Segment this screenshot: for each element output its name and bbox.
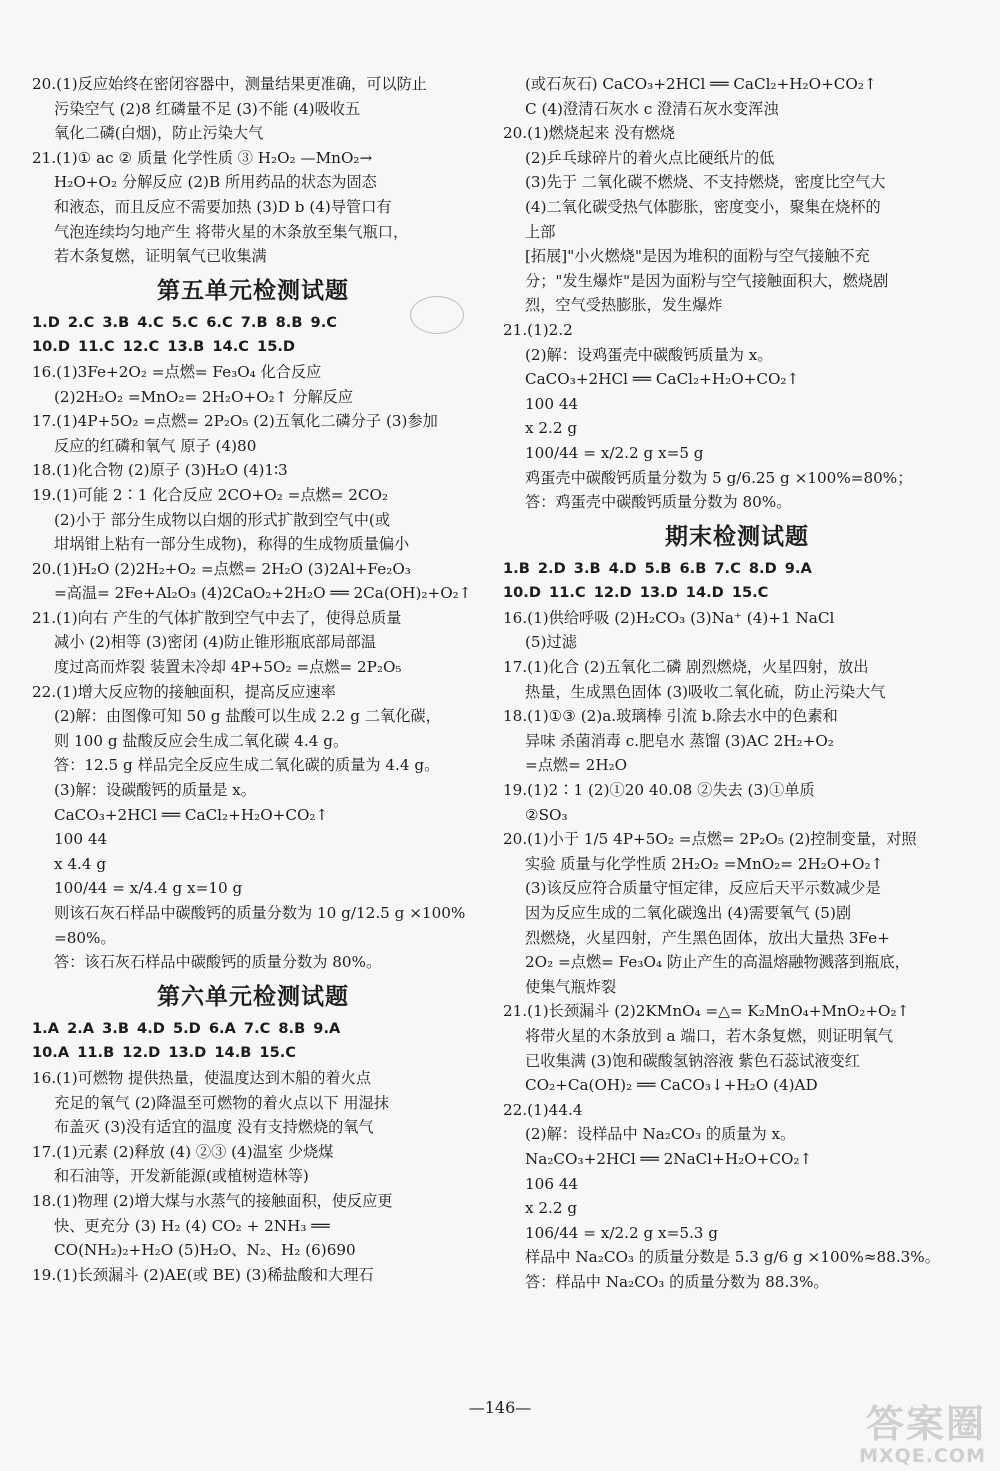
answer-line: 反应的红磷和氧气 原子 (4)80 — [54, 436, 257, 455]
answer-line: (或石灰石) CaCO₃+2HCl ══ CaCl₂+H₂O+CO₂↑ — [525, 75, 877, 93]
answer-line: 21.(1)① ac ② 质量 化学性质 ③ H₂O₂ —MnO₂→ — [32, 148, 373, 167]
answer-line: (3)解：设碳酸钙的质量是 x。 — [54, 781, 256, 800]
answer-line: 106/44 = x/2.2 g x=5.3 g — [525, 1223, 719, 1242]
answer-line: CO₂+Ca(OH)₂ ══ CaCO₃↓+H₂O (4)AD — [525, 1076, 818, 1095]
answer-line: x 2.2 g — [525, 419, 578, 438]
answer-line: C (4)澄清石灰水 c 澄清石灰水变浑浊 — [525, 99, 779, 118]
answer-line: (4)二氧化碳受热气体膨胀，密度变小，聚集在烧杯的 — [525, 197, 881, 216]
answer-line: 布盖灭 (3)没有适宜的温度 没有支持燃烧的氧气 — [54, 1118, 374, 1137]
answer-line: 鸡蛋壳中碳酸钙质量分数为 5 g/6.25 g ×100%=80%； — [525, 468, 913, 487]
answer-line: 19.(1)2∶1 (2)①20 40.08 ②失去 (3)①单质 — [503, 781, 815, 800]
answer-line: 分；"发生爆炸"是因为面粉与空气接触面积大，燃烧剧 — [525, 271, 889, 290]
answer-line: 19.(1)长颈漏斗 (2)AE(或 BE) (3)稀盐酸和大理石 — [32, 1265, 374, 1284]
answer-line: 106 44 — [525, 1174, 579, 1193]
choice-answers-row: 10.A 11.B 12.D 13.D 14.B 15.C — [32, 1044, 296, 1062]
section-heading: 第五单元检测试题 — [157, 277, 349, 304]
answer-line: 20.(1)H₂O (2)2H₂+O₂ =点燃= 2H₂O (3)2Al+Fe₂O₃ — [32, 559, 411, 578]
answer-line: 样品中 Na₂CO₃ 的质量分数是 5.3 g/6 g ×100%≈88.3%。 — [525, 1248, 940, 1267]
answer-line: 充足的氧气 (2)降温至可燃物的着火点以下 用湿抹 — [54, 1093, 389, 1112]
answer-line: 100 44 — [525, 394, 579, 413]
left-column — [32, 72, 474, 1287]
choice-answers-row: 10.D 11.C 12.C 13.B 14.C 15.D — [32, 338, 296, 356]
answer-line: (2)解：设鸡蛋壳中碳酸钙质量为 x。 — [525, 345, 773, 364]
answer-line: 17.(1)化合 (2)五氧化二磷 剧烈燃烧，火星四射，放出 — [503, 658, 869, 677]
answer-line: (2)解：设样品中 Na₂CO₃ 的质量为 x。 — [525, 1125, 796, 1144]
answer-line: =高温= 2Fe+Al₂O₃ (4)2CaO₂+2H₂O ══ 2Ca(OH)₂+O₂↑ — [54, 584, 472, 603]
answer-line: (3)该反应符合质量守恒定律，反应后天平示数减少是 — [525, 879, 881, 898]
watermark-logo: 答案圈 — [865, 1402, 986, 1446]
answer-line: x 4.4 g — [54, 854, 107, 873]
answer-line: 因为反应生成的二氧化碳逸出 (4)需要氧气 (5)剧 — [525, 904, 852, 922]
answer-line: Na₂CO₃+2HCl ══ 2NaCl+H₂O+CO₂↑ — [525, 1149, 813, 1168]
answer-line: 19.(1)可能 2∶1 化合反应 2CO+O₂ =点燃= 2CO₂ — [32, 485, 389, 504]
answer-line: [拓展]"小火燃烧"是因为堆积的面粉与空气接触不充 — [525, 247, 870, 266]
section-heading: 第六单元检测试题 — [157, 983, 349, 1010]
answer-line: 17.(1)4P+5O₂ =点燃= 2P₂O₅ (2)五氧化二磷分子 (3)参加 — [32, 412, 438, 431]
answer-line: 100 44 — [54, 830, 108, 849]
answer-line: 20.(1)燃烧起来 没有燃烧 — [503, 124, 675, 143]
answer-line: 则该石灰石样品中碳酸钙的质量分数为 10 g/12.5 g ×100% — [54, 904, 466, 922]
answer-line: 使集气瓶炸裂 — [525, 977, 617, 996]
answer-line: 减小 (2)相等 (3)密闭 (4)防止锥形瓶底部局部温 — [54, 633, 377, 652]
answer-line: 度过高而炸裂 装置未冷却 4P+5O₂ =点燃= 2P₂O₅ — [54, 658, 402, 677]
answer-line: 污染空气 (2)8 红磷量不足 (3)不能 (4)吸收五 — [54, 99, 361, 118]
answer-line: 2O₂ =点燃= Fe₃O₄ 防止产生的高温熔融物溅落到瓶底， — [525, 953, 910, 972]
answer-line: H₂O+O₂ 分解反应 (2)B 所用药品的状态为固态 — [54, 173, 377, 192]
faint-stamp-mark — [410, 296, 464, 334]
page-number: —146— — [468, 1398, 532, 1417]
answer-line: 20.(1)反应始终在密闭容器中，测量结果更准确，可以防止 — [32, 75, 427, 93]
answer-line: 答：该石灰石样品中碳酸钙的质量分数为 80%。 — [54, 953, 382, 972]
answer-line: CaCO₃+2HCl ══ CaCl₂+H₂O+CO₂↑ — [525, 370, 800, 389]
answer-line: (5)过滤 — [525, 633, 577, 652]
choice-answers-row: 1.D 2.C 3.B 4.C 5.C 6.C 7.B 8.B 9.C — [32, 313, 337, 331]
answer-line: 18.(1)物理 (2)增大煤与水蒸气的接触面积，使反应更 — [32, 1191, 393, 1210]
answer-line: =80%。 — [54, 928, 116, 947]
answer-line: 气泡连续均匀地产生 将带火星的木条放至集气瓶口， — [54, 222, 409, 241]
answer-line: 21.(1)2.2 — [503, 320, 573, 339]
answer-line: 22.(1)增大反应物的接触面积，提高反应速率 — [32, 682, 336, 701]
watermark-site: MXQE.COM — [859, 1445, 986, 1467]
section-heading: 期末检测试题 — [665, 523, 809, 550]
answer-line: 100/44 = x/2.2 g x=5 g — [525, 443, 704, 462]
answer-line: 16.(1)3Fe+2O₂ =点燃= Fe₃O₄ 化合反应 — [32, 362, 322, 381]
answer-line: 实验 质量与化学性质 2H₂O₂ =MnO₂= 2H₂O+O₂↑ — [525, 854, 884, 873]
answer-line: (2)乒乓球碎片的着火点比硬纸片的低 — [525, 148, 775, 167]
answer-line: x 2.2 g — [525, 1199, 578, 1218]
answer-line: 18.(1)化合物 (2)原子 (3)H₂O (4)1∶3 — [32, 461, 288, 480]
answer-line: 21.(1)向右 产生的气体扩散到空气中去了，使得总质量 — [32, 608, 402, 627]
answer-line: 上部 — [525, 222, 556, 241]
answer-line: 烈燃烧，火星四射，产生黑色固体，放出大量热 3Fe+ — [525, 928, 890, 947]
choice-answers-row: 10.D 11.C 12.D 13.D 14.D 15.C — [503, 584, 769, 602]
answer-line: 热量，生成黑色固体 (3)吸收二氧化硫，防止污染大气 — [525, 682, 886, 701]
answer-line: 氧化二磷(白烟)，防止污染大气 — [54, 124, 264, 143]
answer-line: 烈，空气受热膨胀，发生爆炸 — [525, 296, 723, 315]
answer-line: 答：鸡蛋壳中碳酸钙质量分数为 80%。 — [525, 493, 792, 512]
answer-line: 100/44 = x/4.4 g x=10 g — [54, 879, 243, 898]
answer-line: 已收集满 (3)饱和碳酸氢钠溶液 紫色石蕊试液变红 — [525, 1051, 860, 1070]
answer-line: =点燃= 2H₂O — [525, 756, 628, 775]
answer-line: 则 100 g 盐酸反应会生成二氧化碳 4.4 g。 — [54, 731, 349, 750]
answer-line: 和液态，而且反应不需要加热 (3)D b (4)导管口有 — [54, 197, 392, 216]
answer-line: 异味 杀菌消毒 c.肥皂水 蒸馏 (3)AC 2H₂+O₂ — [525, 731, 834, 750]
answer-line: (2)2H₂O₂ =MnO₂= 2H₂O+O₂↑ 分解反应 — [54, 387, 354, 406]
choice-answers-row: 1.A 2.A 3.B 4.D 5.D 6.A 7.C 8.B 9.A — [32, 1019, 341, 1037]
answer-line: 16.(1)供给呼吸 (2)H₂CO₃ (3)Na⁺ (4)+1 NaCl — [503, 608, 835, 627]
answer-line: 18.(1)①③ (2)a.玻璃棒 引流 b.除去水中的色素和 — [503, 707, 838, 726]
answer-line: 16.(1)可燃物 提供热量，使温度达到木船的着火点 — [32, 1068, 372, 1087]
answer-line: CO(NH₂)₂+H₂O (5)H₂O、N₂、H₂ (6)690 — [54, 1241, 356, 1260]
answer-line: CaCO₃+2HCl ══ CaCl₂+H₂O+CO₂↑ — [54, 805, 329, 824]
answer-line: 答：12.5 g 样品完全反应生成二氧化碳的质量为 4.4 g。 — [54, 756, 440, 775]
answer-line: 22.(1)44.4 — [503, 1100, 583, 1119]
right-column — [503, 72, 971, 1295]
answer-line: 和石油等，开发新能源(或植树造林等) — [54, 1167, 309, 1186]
answer-line: 若木条复燃，证明氧气已收集满 — [54, 247, 267, 266]
answer-line: (2)小于 部分生成物以白烟的形式扩散到空气中(或 — [54, 510, 391, 529]
answer-line: (3)先于 二氧化碳不燃烧、不支持燃烧，密度比空气大 — [525, 173, 886, 192]
answer-line: ②SO₃ — [525, 805, 568, 824]
answer-line: 答：样品中 Na₂CO₃ 的质量分数为 88.3%。 — [525, 1272, 829, 1291]
answer-line: 21.(1)长颈漏斗 (2)2KMnO₄ =△= K₂MnO₄+MnO₂+O₂↑ — [503, 1002, 910, 1021]
answer-line: (2)解：由图像可知 50 g 盐酸可以生成 2.2 g 二氧化碳， — [54, 707, 441, 726]
site-watermark — [781, 1402, 986, 1467]
answer-line: 17.(1)元素 (2)释放 (4) ②③ (4)温室 少烧煤 — [32, 1142, 334, 1161]
choice-answers-row: 1.B 2.D 3.B 4.D 5.B 6.B 7.C 8.D 9.A — [503, 559, 812, 577]
answer-line: 将带火星的木条放到 a 端口，若木条复燃，则证明氧气 — [525, 1026, 894, 1045]
answer-line: 快、更充分 (3) H₂ (4) CO₂ + 2NH₃ ══ — [54, 1216, 330, 1235]
answer-line: 20.(1)小于 1/5 4P+5O₂ =点燃= 2P₂O₅ (2)控制变量，对照 — [503, 830, 917, 849]
answer-line: 坩埚钳上粘有一部分生成物)，称得的生成物质量偏小 — [54, 535, 410, 554]
